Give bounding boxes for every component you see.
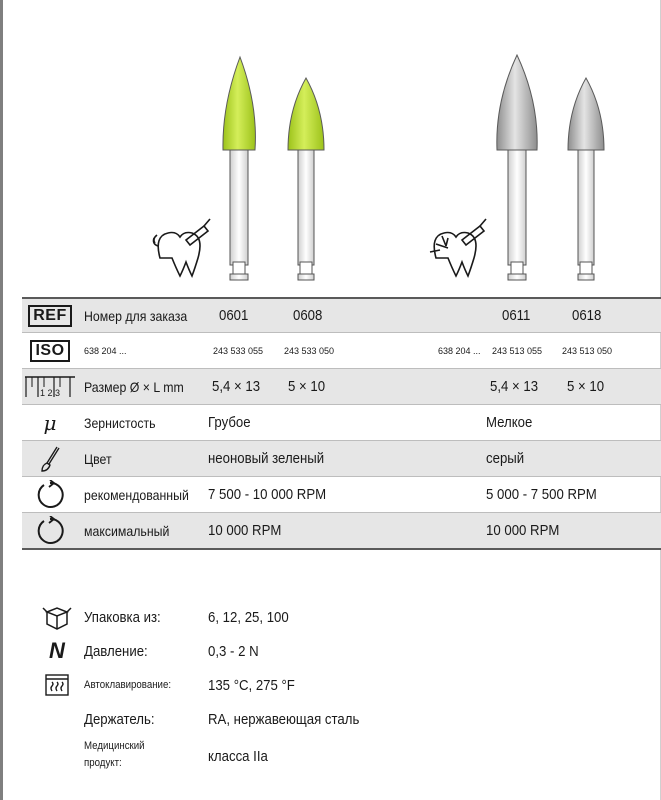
recommended-speed-fine: 5 000 - 7 500 RPM (486, 486, 597, 503)
rotation-icon (22, 477, 78, 512)
grit-row (22, 405, 661, 441)
mu-grit-icon (22, 405, 78, 440)
rotation-icon (22, 513, 78, 548)
max-speed-fine: 10 000 RPM (486, 522, 560, 539)
pressure-icon (40, 634, 74, 668)
product-illustration (0, 0, 661, 295)
grit-symbol: μ (43, 410, 57, 435)
iso-badge-cell (22, 333, 78, 368)
package-label: Упаковка из: (84, 608, 161, 626)
size-label: Размер Ø × L mm (84, 378, 184, 395)
max-speed-row (22, 513, 661, 550)
grit-coarse: Грубое (208, 414, 251, 431)
grit-label: Зернистость (84, 414, 156, 431)
tooth-sparkle-icon (430, 219, 486, 276)
max-speed-coarse: 10 000 RPM (208, 522, 282, 539)
box-icon (40, 600, 74, 634)
ruler-icon (22, 369, 78, 404)
holder-value: RA, нержавеющая сталь (208, 710, 360, 728)
size-0608: 5 × 10 (288, 378, 326, 395)
iso-prefix-right: 638 204 ... (438, 345, 481, 356)
holder-label: Держатель: (84, 710, 155, 728)
iso-code-0611: 243 513 055 (492, 345, 543, 356)
grey-polisher-0611 (497, 55, 537, 280)
max-speed-label: максимальный (84, 522, 170, 539)
pressure-label: Давление: (84, 642, 148, 660)
ref-row (22, 297, 661, 333)
pressure-symbol: N (49, 638, 65, 663)
ref-code-0608: 0608 (293, 307, 323, 324)
pressure-row (40, 634, 640, 668)
ref-badge: REF (28, 305, 72, 327)
color-label: Цвет (84, 450, 112, 467)
size-row (22, 369, 661, 405)
autoclave-icon (40, 668, 74, 702)
holder-row (40, 702, 640, 736)
grey-polisher-0618 (568, 78, 604, 280)
color-neon-green: неоновый зеленый (208, 450, 325, 467)
iso-code-0618: 243 513 050 (562, 345, 613, 356)
recommended-speed-coarse: 7 500 - 10 000 RPM (208, 486, 327, 503)
medical-label (84, 736, 145, 778)
grit-fine: Мелкое (486, 414, 533, 431)
green-polisher-0601 (223, 57, 255, 280)
ref-badge-cell (22, 299, 78, 332)
ref-code-0611: 0611 (502, 307, 531, 324)
ruler-digits: 1 2 3 (40, 387, 61, 398)
iso-row (22, 333, 661, 369)
ref-code-0601: 0601 (219, 307, 249, 324)
pressure-value: 0,3 - 2 N (208, 642, 259, 660)
ref-code-0618: 0618 (572, 307, 602, 324)
iso-code-0601: 243 533 055 (213, 345, 264, 356)
medical-label-line2: продукт: (84, 757, 122, 769)
general-info (40, 600, 640, 776)
brush-icon (22, 441, 78, 476)
medical-label-line1: Медицинский (84, 740, 145, 752)
size-0611: 5,4 × 13 (490, 378, 539, 395)
color-grey: серый (486, 450, 525, 467)
medical-value: класса IIa (208, 747, 268, 765)
autoclave-label: Автоклавирование: (84, 679, 172, 691)
recommended-speed-label: рекомендованный (84, 486, 189, 503)
size-0601: 5,4 × 13 (212, 378, 261, 395)
iso-code-0608: 243 533 050 (284, 345, 335, 356)
package-row (40, 600, 640, 634)
green-polisher-0608 (288, 78, 324, 280)
autoclave-value: 135 °C, 275 °F (208, 676, 295, 694)
autoclave-row (40, 668, 640, 702)
recommended-speed-row (22, 477, 661, 513)
color-row (22, 441, 661, 477)
iso-prefix-left: 638 204 ... (84, 345, 127, 356)
tooth-polish-icon (154, 219, 211, 276)
package-value: 6, 12, 25, 100 (208, 608, 289, 626)
medical-row (40, 736, 640, 776)
spec-table (22, 297, 661, 550)
size-0618: 5 × 10 (567, 378, 605, 395)
iso-badge: ISO (30, 340, 69, 362)
ref-label: Номер для заказа (84, 307, 188, 324)
